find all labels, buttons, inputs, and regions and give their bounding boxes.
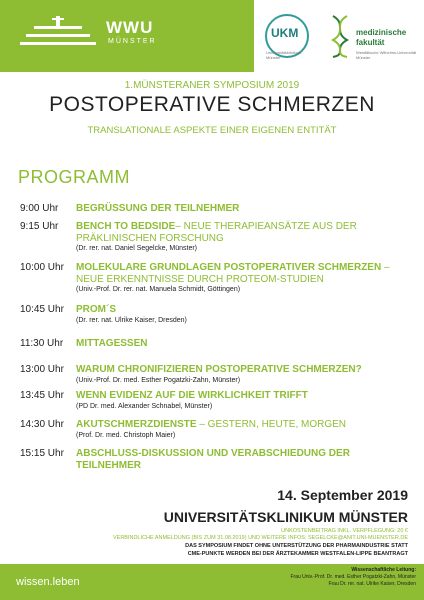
event-date: 14. September 2019 [277, 487, 408, 503]
page-subtitle: TRANSLATIONALE ASPEKTE EINER EIGENEN ENTITÄT [87, 125, 337, 136]
header-banner [0, 0, 424, 72]
program-speaker: (Univ.-Prof. Dr. med. Esther Pogatzki-Zahn, Münster) [76, 376, 241, 384]
event-venue: UNIVERSITÄTSKLINIKUM MÜNSTER [163, 509, 408, 525]
event-note-cme: CME-PUNKTE WERDEN BEI DER ÄRZTEKAMMER WESTFALEN-LIPPE BEANTRAGT [187, 551, 408, 557]
program-title: PROM´S [76, 304, 116, 315]
program-title: MITTAGESSEN [76, 338, 148, 349]
program-time: 15:15 Uhr [20, 448, 64, 459]
program-content [76, 419, 416, 440]
program-time: 9:15 Uhr [20, 221, 59, 232]
scientific-lead: Wissenschaftliche Leitung: Frau Univ.-Prof. Dr. med. Esther Pogatzki-Zahn, Münster Frau Dr. rer. nat. Ulrike Kaiser, Dresden [290, 567, 416, 587]
program-title: MOLEKULARE GRUNDLAGEN POSTOPERATIVER SCHMERZEN – NEUE ERKENNTNISSE DURCH PROTEOM-STUDIEN [76, 262, 390, 285]
program-title: BEGRÜSSUNG DER TEILNEHMER [76, 203, 240, 214]
program-time: 13:45 Uhr [20, 390, 64, 401]
program-speaker: (PD Dr. med. Alexander Schnabel, Münster) [76, 402, 213, 410]
page-title: POSTOPERATIVE SCHMERZEN [49, 93, 375, 116]
program-content [76, 390, 416, 411]
wwu-sub: MÜNSTER [108, 38, 157, 45]
program-content [76, 448, 416, 471]
dna-icon [330, 14, 350, 58]
medfak-title: medizinische fakultät [356, 28, 407, 47]
event-registration: VERBINDLICHE ANMELDUNG (BIS ZUM 31.08.2019) UND WEITERE INFOS: SEGELCKE@ANIT.UNI-MUENSTER.DE [112, 535, 408, 541]
event-note-pharma: DAS SYMPOSIUM FINDET OHNE UNTERSTÜTZUNG DER PHARMAINDUSTRIE STATT [185, 543, 408, 549]
program-time: 11:30 Uhr [20, 338, 64, 349]
program-content [76, 203, 416, 215]
program-time: 14:30 Uhr [20, 419, 64, 430]
program-time: 10:00 Uhr [20, 262, 64, 273]
footer-banner [0, 564, 424, 600]
program-title: WARUM CHRONIFIZIEREN POSTOPERATIVE SCHMERZEN? [76, 364, 362, 375]
program-title: ABSCHLUSS-DISKUSSION UND VERABSCHIEDUNG DER TEILNEHMER [76, 448, 350, 471]
program-title: BENCH TO BEDSIDE– NEUE THERAPIEANSÄTZE AUS DER PRÄKLINISCHEN FORSCHUNG [76, 221, 357, 244]
program-content [76, 364, 416, 385]
program-speaker: (Prof. Dr. med. Christoph Maier) [76, 431, 176, 439]
programm-heading: PROGRAMM [18, 167, 130, 187]
program-time: 9:00 Uhr [20, 203, 59, 214]
program-speaker: (Univ.-Prof. Dr. rer. nat. Manuela Schmidt, Göttingen) [76, 286, 241, 293]
medfak-sub: Westfälische Wilhelms-Universität Münster [356, 50, 417, 60]
program-speaker: (Dr. rer. nat. Daniel Segelcke, Münster) [76, 245, 197, 252]
ukm-name: UKM [271, 26, 299, 40]
program-time: 13:00 Uhr [20, 364, 64, 375]
event-fee: UNKOSTENBEITRAG INKL. VERPFLEGUNG: 20 € [281, 528, 408, 534]
program-time: 10:45 Uhr [20, 304, 64, 315]
wwu-building-logo [18, 12, 98, 52]
program-content [76, 304, 416, 325]
footer-tagline: wissen.leben [16, 576, 80, 588]
ukm-sub: Universitätsklinikum Münster [266, 50, 302, 60]
wwu-name: WWU [106, 18, 154, 37]
program-title: AKUTSCHMERZDIENSTE – GESTERN, HEUTE, MORGEN [76, 419, 347, 430]
symposium-label: 1.MÜNSTERANER SYMPOSIUM 2019 [124, 80, 300, 91]
program-content [76, 338, 416, 350]
program-speaker: (Dr. rer. nat. Ulrike Kaiser, Dresden) [76, 316, 187, 324]
program-content [76, 262, 416, 294]
program-content [76, 221, 416, 253]
program-title: WENN EVIDENZ AUF DIE WIRKLICHKEIT TRIFFT [76, 390, 308, 401]
